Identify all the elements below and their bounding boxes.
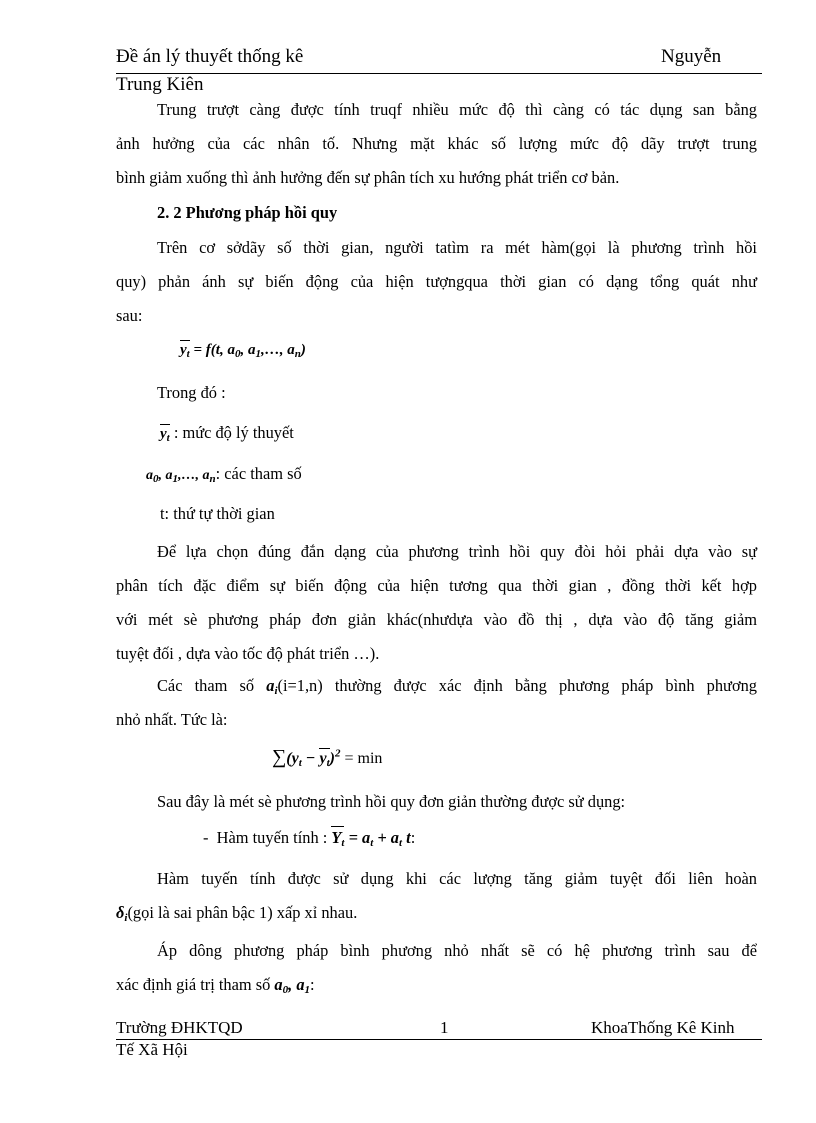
para2-line3: sau: — [116, 306, 143, 325]
section-heading: 2. 2 Phương pháp hồi quy — [157, 203, 338, 222]
para7-line2: xác định giá trị tham số $a_0$, $a_1$: — [116, 975, 315, 996]
para3-line3: với mét sè phương pháp đơn giản khác(nhưdựa vào đồ thị , dựa vào độ tăng giảm — [116, 610, 757, 629]
para6-line1: Hàm tuyến tính được sử dụng khi các lượng tăng giảm tuyệt đối liên hoàn — [157, 869, 757, 888]
para7-line1: Áp dông phương pháp bình phương nhỏ nhất sẽ có hệ phương trình sau để — [157, 941, 757, 960]
header-author: Nguyễn — [661, 46, 722, 67]
para1-line3: bình giảm xuống thì ảnh hưởng đến sự phân tích xu hướng phát triển cơ bản. — [116, 168, 620, 187]
para4-line2: nhỏ nhất. Tức là: — [116, 710, 228, 729]
para4-line1: Các tham số $a_i(i=1,n)$ thường được xác định bằng phương pháp bình phương — [157, 676, 757, 697]
definition-y: $y_t$ : mức độ lý thuyết — [160, 423, 294, 444]
header-rule — [116, 73, 762, 74]
footer-university: Trường ĐHKTQD — [116, 1018, 243, 1037]
bullet-linear-function: - Hàm tuyến tính : $Y_t = a_t + a_t$ t: — [203, 828, 416, 849]
para1-line2: ảnh hưởng của các nhân tố. Nhưng mặt khác số lượng mức độ dãy trượt trung — [116, 134, 757, 153]
footer-faculty: KhoaThống Kê Kinh — [591, 1018, 735, 1037]
para5: Sau đây là mét sè phương trình hồi quy đơn giản thường được sử dụng: — [157, 792, 626, 811]
para3-line4: tuyệt đối , dựa vào tốc độ phát triển …). — [116, 644, 380, 663]
para2-line1: Trên cơ sởdãy số thời gian, người tatìm ra mét hàm(gọi là phương trình hồi — [157, 238, 757, 257]
footer-page-number: 1 — [440, 1018, 449, 1037]
para2-line2: quy) phản ánh sự biến động của hiện tượngqua thời gian có dạng tổng quát như — [116, 272, 757, 291]
para3-line2: phân tích đặc điểm sự biến động của hiện tương qua thời gian , đồng thời kết hợp — [116, 576, 757, 595]
header-title: Đề án lý thuyết thống kê — [116, 46, 304, 67]
footer-faculty-wrap: Tế Xã Hội — [116, 1040, 188, 1059]
definition-params: $a_0$, $a_1,\dots$, $a_n$: các tham số — [146, 464, 302, 485]
para1-line1: Trung trượt càng được tính truqf nhiều mức độ thì càng có tác dụng san bằng — [157, 100, 757, 119]
para6-line2: $\delta_i(gọi$ là sai phân bậc 1) xấp xỉ nhau. — [116, 903, 358, 924]
footer-rule — [116, 1039, 762, 1040]
where-label: Trong đó : — [157, 383, 226, 402]
header-author-wrap: Trung Kiên — [116, 74, 204, 95]
para3-line1: Để lựa chọn đúng đắn dạng của phương trình hồi quy đòi hỏi phải dựa vào sự — [157, 542, 757, 561]
formula-trend-function: $y_t = f(t$, $a_0$, $a_1,\dots$, $a_n$) — [180, 342, 306, 360]
definition-t: t: thứ tự thời gian — [160, 504, 275, 523]
formula-least-squares: $\sum(y_t - y_t)^2 = \min$ — [272, 746, 383, 769]
